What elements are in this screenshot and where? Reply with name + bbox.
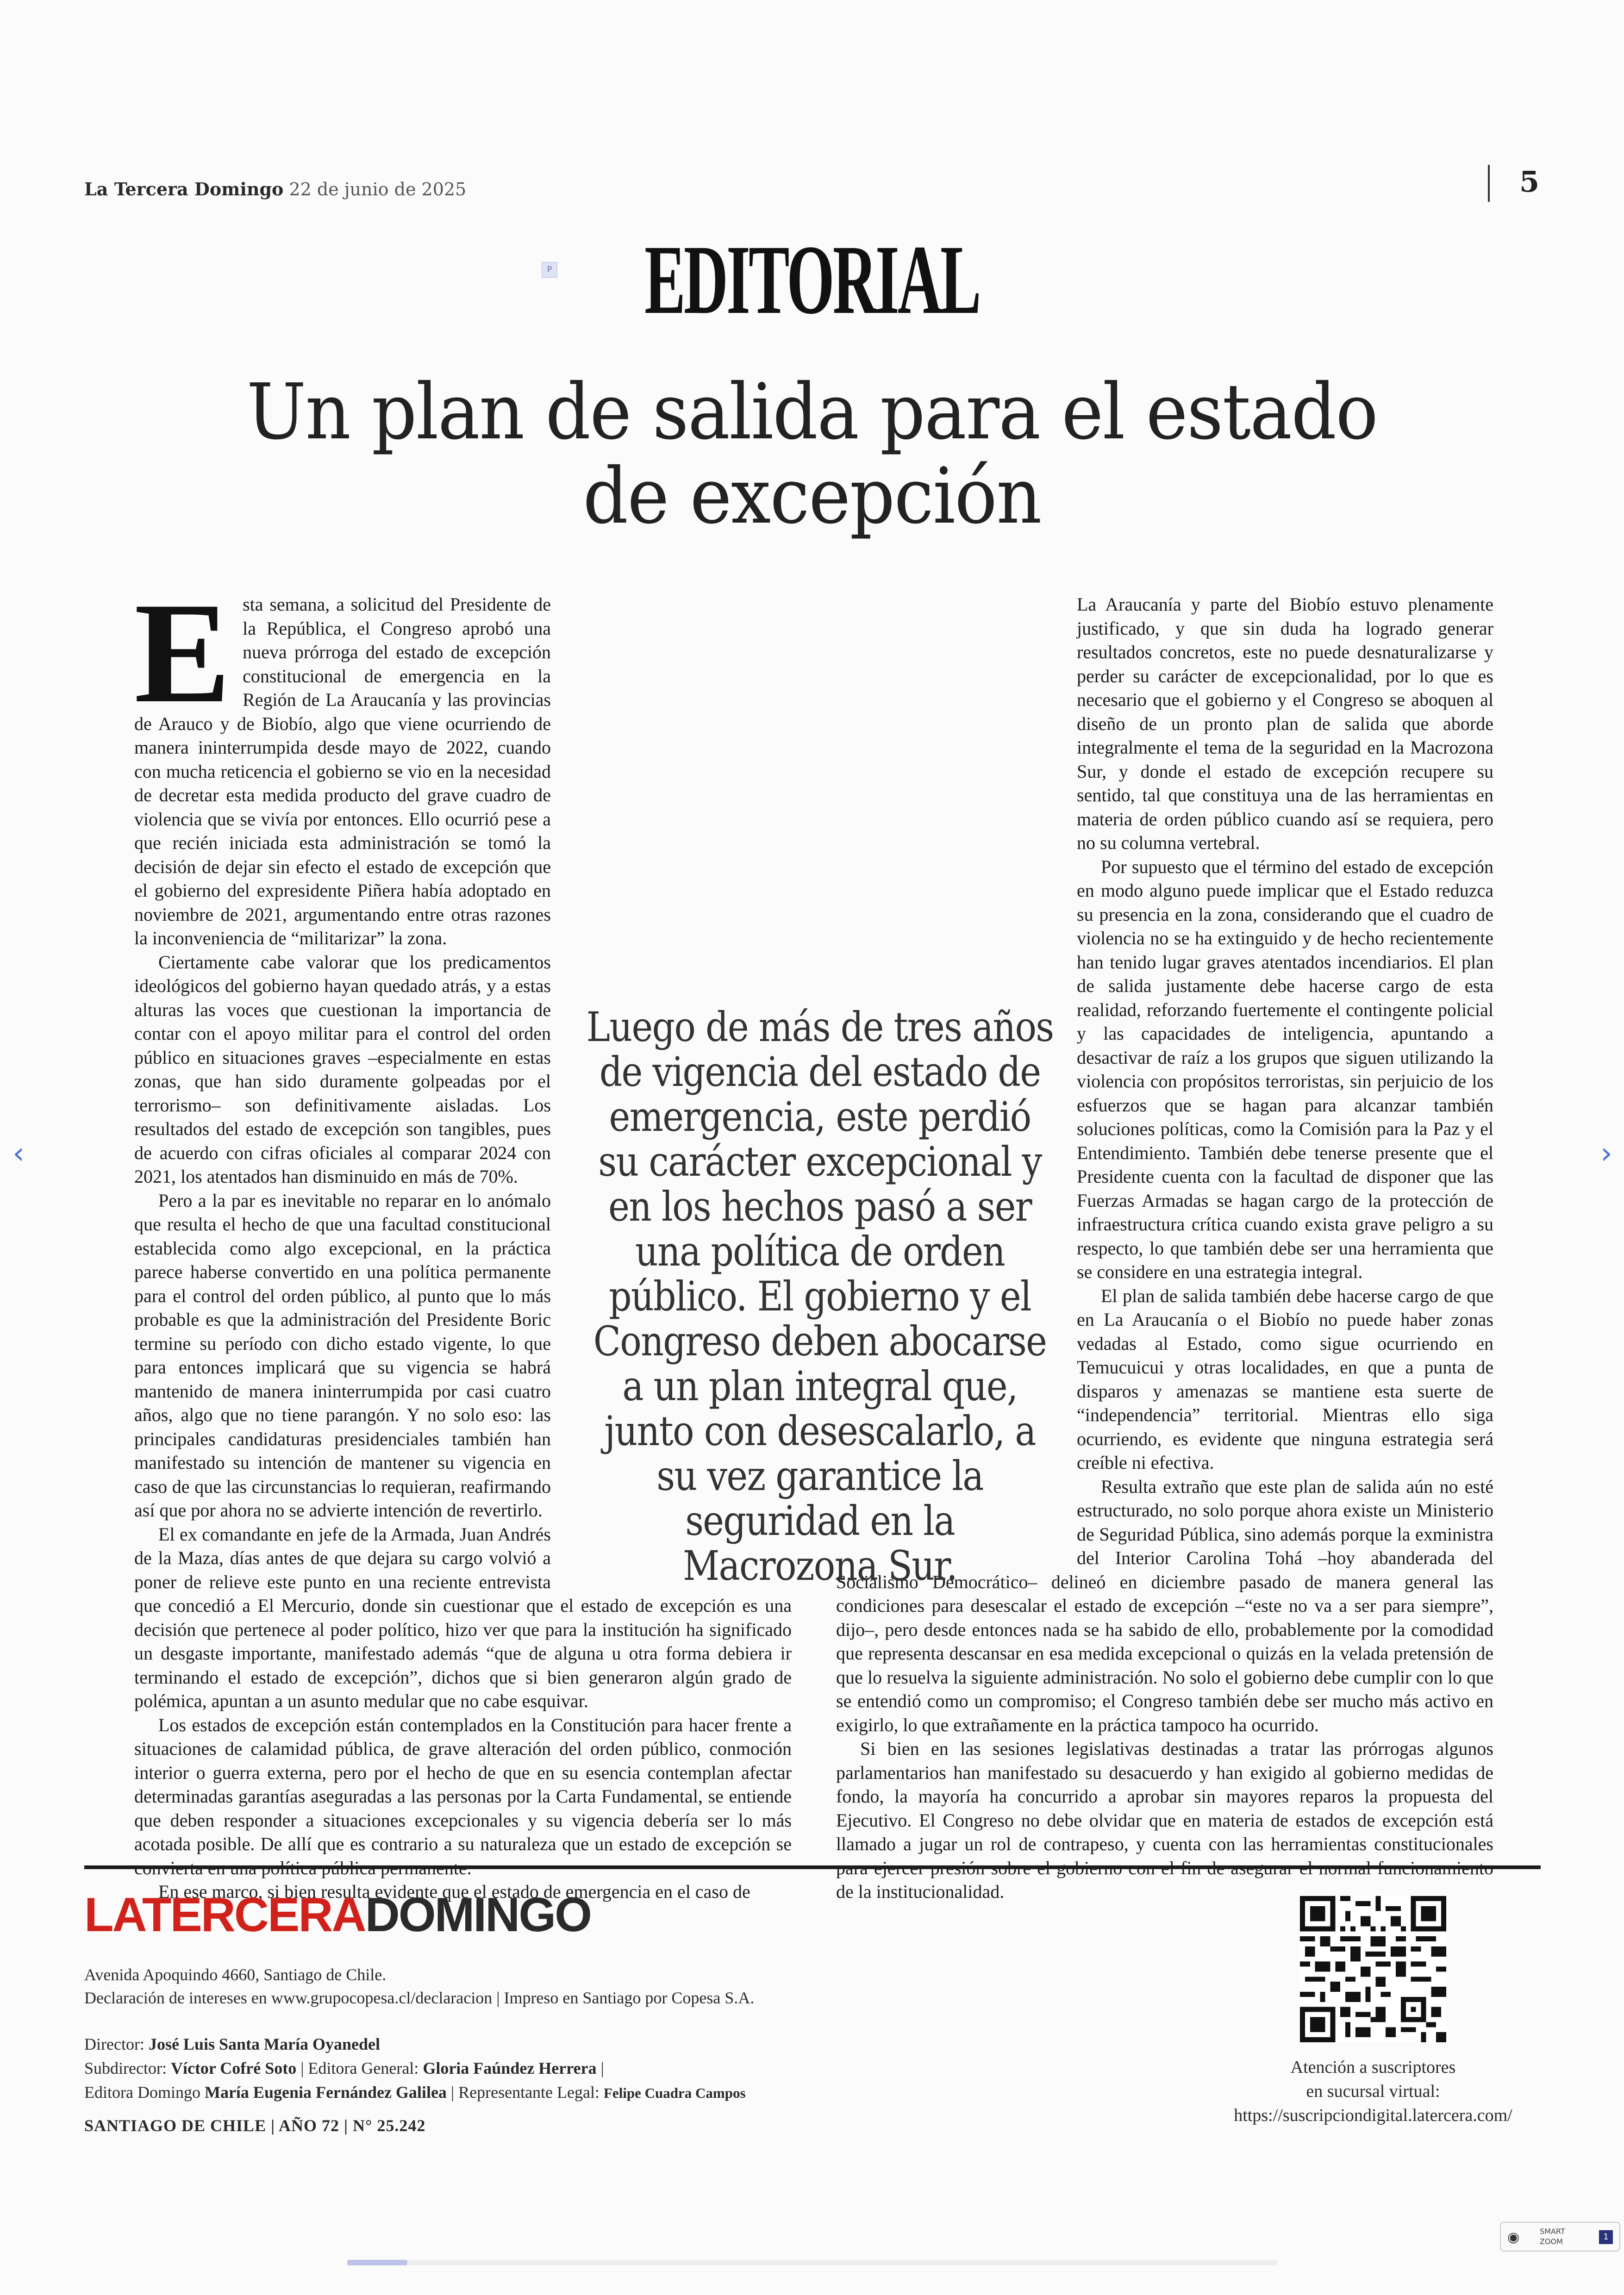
paragraph: Por supuesto que el término del estado de excepción en modo alguno puede implicar que el Estado reduzca su presencia en la zona, considerando que el cuadro de violencia no se ha extinguido y de hecho recientemente han tenido lugar graves atentados incendiarios. El plan de salida justamente debe hacerse cargo de esta realidad, reforzando fuertemente el contingente policial y las capacidades de inteligencia, apuntando a desactivar de raíz a los grupos que siguen utilizando la violencia con propósitos terroristas, sin perjuicio de los esfuerzos que se hagan para alcanzar también soluciones políticas, como la Comisión para la Paz y el Entendimiento. También debe tenerse presente que el Presidente cuenta con la facultad de disponer que las Fuerzas Armadas se hagan cargo de la protección de infraestructura crítica cuando exista grave peligro a su respecto, lo que también debe ser una herramienta que se considere en una estrategia integral. — [1077, 856, 1493, 1282]
logo-domingo: DOMINGO — [365, 1888, 591, 1942]
smart-zoom-label — [1540, 2226, 1565, 2247]
qr-code-icon[interactable] — [1300, 1896, 1446, 2042]
paragraph: El ex comandante en jefe de la Armada, Juan Andrés de la Maza, días antes de que dejara su cargo volvió a poner de relieve este punto en una reciente entrevista que concedió a El Mercurio, donde sin cuestionar que el estado de excepción es una decisión que pertenece al poder político, hizo ver que para la institución ha significado un desgaste importante, manifestado además “que de alguna u otra forma debiera ir terminando el estado de excepción”, dichos que si bien generaron algún grado de polémica, apuntan a un asunto medular que no cabe esquivar. — [134, 1523, 792, 1711]
footer-director — [84, 2032, 380, 2056]
next-page-button[interactable] — [1593, 1135, 1620, 1172]
director-label: Director: — [84, 2035, 144, 2053]
paragraph: Si bien en las sesiones legislativas destinadas a tratar las prórrogas algunos parlamentarios han manifestado su desacuerdo y han exigido al gobierno medidas de fondo, la mayoría ha concurrido a aprobar sin mayores reparos la propuesta del Ejecutivo. El Congreso no debe olvidar que en materia de estados de excepción está llamado a jugar un rol de contrapeso, y cuenta con las herramientas constitucionales de la institucionalidad. — [836, 1738, 1493, 1902]
subscriber-line-2: en sucursal virtual: — [1306, 2082, 1440, 2101]
paragraph: Pero a la par es inevitable no reparar en lo anómalo que resulta el hecho de que una facultad constitucional establecida como algo excepcional, en la práctica parece haberse convertido en una política permanente para el control del orden público, al punto que lo más probable es que la administración del Presidente Boric termine su período con dicho estado vigente, lo que para entonces implicará que su vigencia se habrá mantenido de manera ininterrumpida por casi cuatro años, algo que no tiene parangón. Y no solo eso: las principales candidaturas presidenciales también han manifestado su intención de mantener su vigencia en caso de que las circunstancias lo requieran, reafirmando así que por ahora no se advierte intención de revertirlo. — [134, 1190, 551, 1521]
paragraph: En ese marco, si bien resulta evidente que el estado de emergencia en el caso de — [158, 1881, 750, 1902]
subdirector-label: Subdirector: — [84, 2059, 167, 2077]
previous-page-button[interactable] — [5, 1135, 32, 1172]
footer-subdirector — [84, 2056, 604, 2080]
publication-date: 22 de junio de 2025 — [289, 179, 467, 200]
eye-icon: ◉ — [1507, 2229, 1520, 2245]
director-name: José Luis Santa María Oyanedel — [148, 2035, 380, 2053]
publication-name: La Tercera Domingo — [84, 179, 284, 200]
smart-zoom-control[interactable] — [1500, 2222, 1620, 2251]
paragraph: sta semana, a solicitud del Presidente de la República, el Congreso aprobó una nueva prórroga del estado de excepción constitucional de emergencia en la Región de La Araucanía y las provincias de Arauco y de Biobío, algo que viene ocurriendo de manera ininterrumpida desde mayo de 2022, cuando con mucha reticencia el gobierno se vio en la necesidad de decretar esta medida producto del grave cuadro de violencia que se vivía por entonces. Ello ocurrió pese a que recién iniciada esta administración se tomó la decisión de dejar sin efecto el estado de excepción que el gobierno del expresidente Piñera había adoptado en noviembre de 2021, argumentando entre otras razones la inconveniencia de “militarizar” la zona. — [134, 594, 551, 948]
smart-zoom-badge[interactable]: 1 — [1599, 2230, 1613, 2244]
editora-general-label: | Editora General: — [300, 2059, 419, 2077]
subscriber-line-1: Atención a suscriptores — [1290, 2058, 1456, 2077]
paragraph: La Araucanía y parte del Biobío estuvo plenamente justificado, y que sin duda ha logrado generar resultados concretos, este no puede desnaturalizarse y perder su carácter de excepcionalidad, por lo que es necesario que el gobierno y el Congreso se aboquen al diseño de un pronto plan de salida que aborde integralmente el tema de la seguridad en la Macrozona Sur, y donde el estado de excepción recupere su sentido, tal que constituya una de las herramientas en materia de orden público cuando así se requiera, pero no su columna vertebral. — [1077, 594, 1493, 853]
paragraph: Los estados de excepción están contemplados en la Constitución para hacer frente a situaciones de calamidad pública, de grave alteración del orden público, conmoción interior o guerra externa, pero por el hecho de que en su esencia contemplan afectar determinadas garantías aseguradas a las personas por la Carta Fundamental, se entiende que deben responder a situaciones excepcionales y su vigencia debería ser lo más acotada posible. De allí que es contrario a su naturaleza que un estado de excepción se — [134, 1714, 792, 1854]
editora-domingo-label: Editora Domingo — [84, 2083, 200, 2102]
footer-declaration: Declaración de intereses en www.grupocopesa.cl/declaracion | Impreso en Santiago por Copesa S.A. — [84, 1989, 755, 2007]
drop-cap: E — [134, 573, 231, 733]
editora-domingo-name: María Eugenia Fernández Galilea — [204, 2083, 447, 2102]
publication-logo — [84, 1888, 591, 1943]
logo-latercera: LATERCERA — [84, 1888, 365, 1942]
rep-legal-name: Felipe Cuadra Campos — [604, 2085, 746, 2101]
subdirector-name: Víctor Cofré Soto — [170, 2059, 297, 2077]
edition-line: SANTIAGO DE CHILE | AÑO 72 | N° 25.242 — [84, 2116, 426, 2135]
rep-legal-label: | Representante Legal: — [450, 2083, 600, 2102]
footer-address: Avenida Apoquindo 4660, Santiago de Chile. — [84, 1965, 387, 1984]
header-divider — [1488, 165, 1490, 202]
editora-general-name: Gloria Faúndez Herrera — [423, 2059, 597, 2077]
smart-zoom-label-line: SMART — [1540, 2227, 1565, 2236]
footer-editora-domingo — [84, 2080, 746, 2105]
horizontal-scrollbar[interactable] — [347, 2260, 1278, 2265]
paragraph: Resulta extraño que este plan de salida aún no esté estructurado, no solo porque ahora existe un Ministerio de Seguridad Pública, sino además porque la exministra del Interior Carolina Tohá –hoy abanderada del Socialismo Democrático– delineó en diciembre pasado de manera general las condiciones para desescalar el estado de excepción –“este no va a ser para siempre”, dijo–, pero desde entonces nada se ha sabido de ello, probablemente por la comodidad que representa descansar en esa medida excepcional o quizás en la velada pretensión de que lo resuelva la siguiente administración. No solo el gobierno debe cumplir con lo que se entendió como un compromiso; el Congreso también debe ser mucho más activo en exigirlo, lo que extrañamente en la práctica tampoco ha ocurrido. — [836, 1476, 1493, 1735]
article-headline: Un plan de salida para el estado de excepción — [246, 368, 1378, 541]
chevron-right-icon: › — [1600, 1136, 1612, 1171]
footer-rule — [84, 1865, 1541, 1869]
paragraph: Ciertamente cabe valorar que los predicamentos ideológicos del gobierno hayan quedado atrás, y a estas alturas las voces que cuestionan la importancia de contar con el apoyo militar para el control del orden público en situaciones graves –especialmente en estas zonas, que han sido duramente golpeadas por el terrorismo– son definitivamente aisladas. Los resultados del estado de excepción son tangibles, pues de acuerdo con cifras oficiales al comparar 2024 con 2021, los atentados han disminuido en más de 70%. — [134, 951, 551, 1187]
smart-zoom-label-line: ZOOM — [1540, 2237, 1563, 2246]
chevron-left-icon: ‹ — [12, 1136, 25, 1171]
page-number: 5 — [1519, 165, 1540, 199]
paragraph: El plan de salida también debe hacerse cargo de que en La Araucanía o el Biobío no puede haber zonas vedadas al Estado, como sigue ocurriendo en Temucuicui y otras localidades, en que a punta de disparos y amenazas se mantiene esta suerte de “independencia” territorial. Mientras ello siga ocurriendo, es evidente que ninguna estrategia será creíble ni efectiva. — [1077, 1285, 1493, 1473]
subscriber-info — [1218, 2055, 1529, 2127]
pull-quote: Luego de más de tres años de vigencia del estado de emergencia, este perdió su carácter excepcional y en los hechos pasó a ser una política de orden público. El gobierno y el Congreso deben abocarse a un plan integral que, junto con desescalarlo, a su vez garantice la seguridad en la Macrozona Sur. — [586, 1003, 1054, 1590]
page-marker-icon[interactable]: P — [542, 262, 557, 278]
subscriber-url[interactable]: https://suscripciondigital.latercera.com/ — [1234, 2106, 1512, 2125]
footer-separator: | — [600, 2059, 604, 2077]
section-title: EDITORIAL — [644, 225, 980, 335]
scrollbar-thumb[interactable] — [347, 2260, 407, 2265]
masthead-line — [84, 179, 466, 200]
